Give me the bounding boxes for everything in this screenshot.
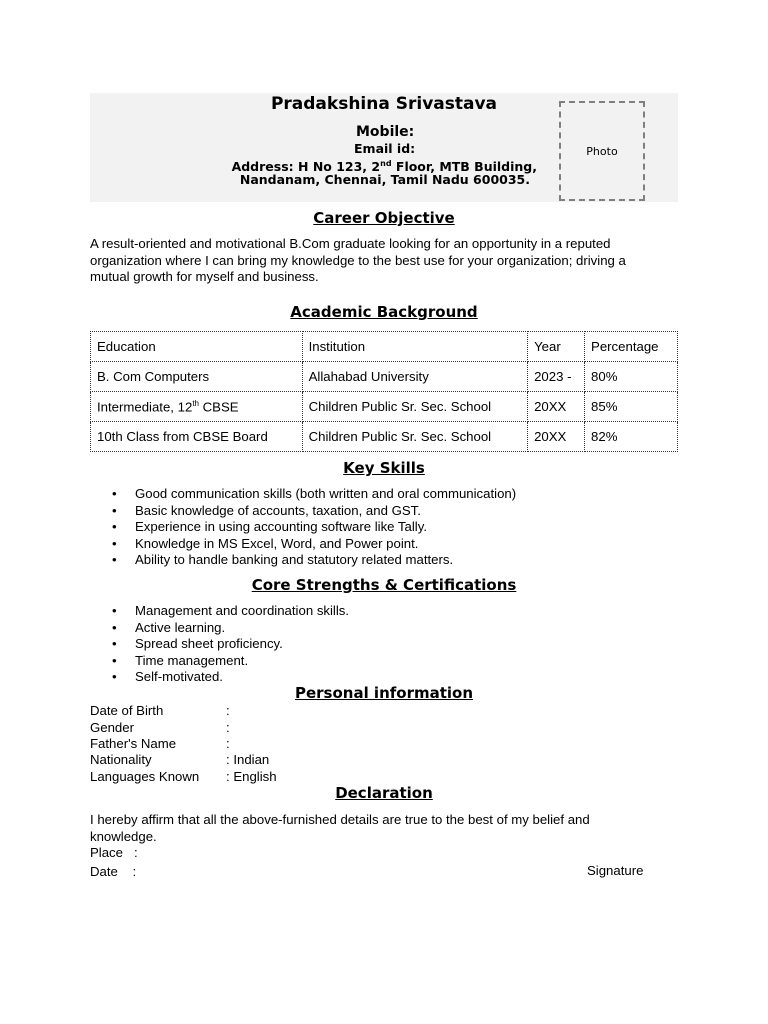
personal-label: Languages Known (90, 769, 200, 784)
personal-information-title: Personal information (294, 684, 474, 702)
core-strengths-title: Core Strengths & Certifications (251, 576, 517, 594)
list-item: • Knowledge in MS Excel, Word, and Power point. (90, 536, 678, 553)
table-row (91, 422, 678, 452)
key-skills-list (90, 486, 678, 569)
list-item: • Management and coordination skills. (90, 603, 678, 620)
personal-label: Gender (90, 720, 134, 735)
table-cell: 10th Class from CBSE Board (91, 422, 303, 452)
personal-label: Date of Birth (90, 703, 164, 718)
personal-label: Nationality (90, 752, 152, 767)
email-label: Email id: (354, 141, 416, 156)
table-cell: 80% (585, 362, 678, 392)
table-header-cell: Year (528, 332, 585, 362)
academic-table (90, 331, 678, 452)
candidate-name: Pradakshina Srivastava (270, 94, 498, 114)
list-item: • Experience in using accounting software like Tally. (90, 519, 678, 536)
table-cell: 2023 - (528, 362, 585, 392)
personal-value: : (226, 720, 230, 735)
personal-value: : (226, 703, 230, 718)
table-row (91, 362, 678, 392)
table-cell: B. Com Computers (91, 362, 303, 392)
list-item: • Basic knowledge of accounts, taxation, and GST. (90, 503, 678, 520)
table-cell: Intermediate, 12th CBSE (91, 392, 303, 422)
career-objective-text (90, 236, 660, 286)
personal-value: : English (226, 769, 277, 784)
list-item: • Active learning. (90, 620, 678, 637)
table-cell: 20XX (528, 422, 585, 452)
table-cell: Children Public Sr. Sec. School (302, 392, 527, 422)
declaration-text (90, 812, 660, 845)
date-label: Date : (90, 864, 137, 879)
place-label: Place : (90, 845, 138, 860)
photo-label: Photo (586, 144, 618, 158)
list-item: • Spread sheet proficiency. (90, 636, 678, 653)
objective-line: mutual growth for myself and business. (90, 269, 319, 284)
key-skills-title: Key Skills (343, 459, 425, 477)
table-header-row (91, 332, 678, 362)
photo-placeholder (559, 101, 645, 201)
core-strengths-list (90, 603, 678, 686)
signature-label: Signature (587, 863, 644, 878)
table-cell: 85% (585, 392, 678, 422)
academic-background-title: Academic Background (290, 303, 478, 321)
table-row (91, 392, 678, 422)
list-item: • Self-motivated. (90, 669, 678, 686)
table-header-cell: Institution (302, 332, 527, 362)
table-header-cell: Percentage (585, 332, 678, 362)
table-cell: 20XX (528, 392, 585, 422)
address-line-1: Address: H No 123, 2nd Floor, MTB Building, (231, 159, 537, 175)
objective-line: A result-oriented and motivational B.Com graduate looking for an opportunity in a reputed (90, 236, 611, 251)
table-cell: 82% (585, 422, 678, 452)
list-item: • Ability to handle banking and statutory related matters. (90, 552, 678, 569)
list-item: • Good communication skills (both written and oral communication) (90, 486, 678, 503)
mobile-label: Mobile: (356, 124, 415, 140)
personal-label: Father's Name (90, 736, 177, 751)
table-cell: Allahabad University (302, 362, 527, 392)
address-line-2: Nandanam, Chennai, Tamil Nadu 600035. (239, 172, 530, 187)
declaration-title: Declaration (335, 784, 433, 802)
personal-value: : Indian (226, 752, 270, 767)
list-item: • Time management. (90, 653, 678, 670)
career-objective-title: Career Objective (313, 209, 455, 227)
table-header-cell: Education (91, 332, 303, 362)
declaration-line: I hereby affirm that all the above-furnished details are true to the best of my belief and (90, 812, 590, 827)
declaration-line: knowledge. (90, 828, 157, 844)
table-cell: Children Public Sr. Sec. School (302, 422, 527, 452)
personal-value: : (226, 736, 230, 751)
objective-line: organization where I can bring my knowledge to the best use for your organization; driving a (90, 252, 626, 268)
